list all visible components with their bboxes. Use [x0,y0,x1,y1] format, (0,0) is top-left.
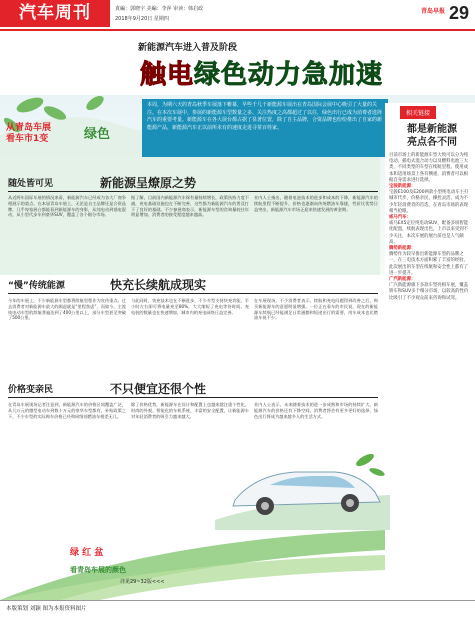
sidebar-section-text: 宝骏E100及E200两款小型纯电动车主打城市代步，价格亲民，操控灵活，成为不少年轻消费者的首选，在青岛市场的表现相当抢眼。 [389,190,469,214]
lead-title-part-b: 绿色动力急加速 [194,60,384,90]
sidebar-section [389,153,471,184]
section-2-title: 快充长续航成现实 [110,278,207,292]
section-1-col-2: 据了解，目前国内新能源汽车保有量持续增长，政策扶持力度不减，充电基础设施也在不断完善，这些都为新能源汽车的普及打下了良好的基础。不少参展商表示，新能源车型的咨询量较往年明显增加，消费者的接受程度越来越高。 [131,195,249,218]
footer-credit: 本版策划 刘颖 图为本报资料图片 [6,606,87,612]
section-2-col-2: 与此同时，快充技术也在不断进步，不少车型支持快充功能，半小时左右即可将电量充至80%，大大缩短了充电等待时间。充电桩的数量也在快速增加，城市内的充电网络日益完善。 [131,298,249,315]
sidebar-section [389,277,471,302]
sidebar-title: 都是新能源 亮点各不同 [407,124,457,148]
sidebar-section-text: 威马EX5定位纯电动SUV，配备多项智能化配置，续航表现出色，上市以来受到不少关注，本次车展的展台前也是人气颇高。 [389,221,469,245]
section-1-rule [8,191,378,192]
sidebar-tag: 相关链接 [400,106,436,119]
side-green-word: 绿色 [84,127,111,142]
sidebar-section [389,215,471,246]
section-2-rule [8,293,378,294]
sidebar-section-text: 目前市场上的新能源车型大致可以分为纯电动、插电式混合动力以及燃料电池三大类，不同类型的车型在续航里程、使用成本和适用场景上各有侧重，消费者可以根据自身需求进行选择。 [389,153,469,183]
sidebar-section-head: 腾势新能源： [389,246,416,252]
section-3-tag: 价格变亲民 [8,385,54,395]
lead-subtitle: 新能源汽车进入普及阶段 [138,43,238,53]
date-info: 2018年9月20日 星期四 [115,16,169,22]
newspaper-logo: 青岛早报 [420,8,445,15]
sidebar-section [389,246,471,277]
section-3-title: 不只便宜还很个性 [110,382,207,396]
side-caption-line2: 看车市1变 [6,134,49,144]
section-2-col-3: 在车展现场，不少消费者表示，续航和充电问题得到改善之后，购买新能源车的意愿明显增强。一位正在看车的市民说，现在的新能源车续航已经能满足日常通勤和短途出行的需要，用车成本也比燃油车低不少。 [254,298,378,321]
lead-title [140,54,383,91]
section-title: 汽车周刊 [0,0,110,27]
sidebar-section-head: 宝骏新能源： [389,184,416,190]
section-1-col-1: 从近两年国际车展的情况来看，新能源汽车已经成为各大厂商争相展示的重点。在本届青岛车展上，无论是自主品牌还是合资品牌，几乎每家展台都能看到新能源车的身影，从纯电动到插电混动，从小型代步车到豪华SUV，覆盖了各个细分市场。 [8,195,126,218]
caption-line2: 看青岛车展的颜色 [70,566,126,574]
page-reference: 详见29~32版<<< [120,579,165,585]
section-2-col-1: 今年的车展上，不少新能源车型都将续航里程作为宣传重点。过去消费者对新能源车最大的顾虑就是“里程焦虑”，而如今，主流纯电动车型的续航普遍达到了400公里以上，部分车型甚至突破了500公里。 [8,298,126,321]
header-rule [0,29,475,31]
sidebar-section-text: 广汽新能源旗下多款车型亮相车展，覆盖轿车和SUV多个细分市场，以较高的性价比吸引了不少观众前来咨询和试驾。 [389,283,469,301]
lead-title-part-a: 触电 [140,60,195,90]
section-3-rule [8,397,378,398]
section-1-tag: 随处皆可见 [8,179,54,189]
sidebar-section [389,184,471,215]
page-number: 29 [448,3,469,23]
section-3-col-3: 业内人士表示，未来随着技术的进一步成熟和市场的持续扩大，新能源汽车的价格还有下降空间，消费者将会有更多更好的选择，绿色出行将成为越来越多人的生活方式。 [254,402,378,419]
sidebar-section-head: 广汽新能源： [389,277,416,283]
section-2-tag: “慢”传统能源 [8,281,65,291]
sidebar-section-head: 威马汽车： [389,215,411,221]
editor-info: 責編：郭晓宇 美編：李萍 审读：韩启政 [115,6,204,12]
section-1-col-3: 业内人士指出，随着电池技术的进步和成本的下降，新能源汽车的续航里程不断提升，价格也逐渐向传统燃油车靠拢，性价比优势日益突出，新能源汽车市场正迎来快速发展的黄金期。 [254,195,378,212]
intro-box: 本周，为期六天的青岛秋季车展落下帷幕，早些千几千新能源车展出在青岛国际会展中心吸引了大量的关注。在本次车展中，参展的新能源车型数量之多、关注热度之高都超过了以往，绿色出行已成为消费者选择汽车的重要考量。新能源车在各大展台都占据了显著位置，除了自主品牌，合资品牌也纷纷推出了自家的新能源产品，新能源汽车正以前所未有的速度走进寻常百姓家。 [142,99,388,157]
sidebar-section-text: 腾势作为较早推出新能源车型的品牌之一，在三电技术方面积累了丰富的经验，此次展出的车型在续航和安全性上都有了进一步提升。 [389,252,469,276]
green-swoosh [0,520,385,600]
footer-rule [0,600,475,601]
section-1-title: 新能源呈燎原之势 [100,176,197,190]
section-3-col-1: 在青岛车展现场记者注意到，新能源汽车的价格区间覆盖广泛，从几万元的微型电动车到数十万元的豪华车型都有，补贴政策之下，不少车型的实际购车价格已经和同级别燃油车相差无几。 [8,402,126,419]
car-image [215,440,390,530]
section-3-col-2: 除了价格优势，新能源车在设计和配置上也越来越注重个性化，时尚的外观、智能化的车机系统、丰富的安全配置，让新能源车对年轻消费者的吸引力越来越大。 [131,402,249,419]
caption-line1: 绿 红 盆 [70,548,104,558]
sidebar-body [389,153,471,302]
side-caption-line1: 从青岛车展 [6,123,52,133]
side-caption [6,123,51,145]
